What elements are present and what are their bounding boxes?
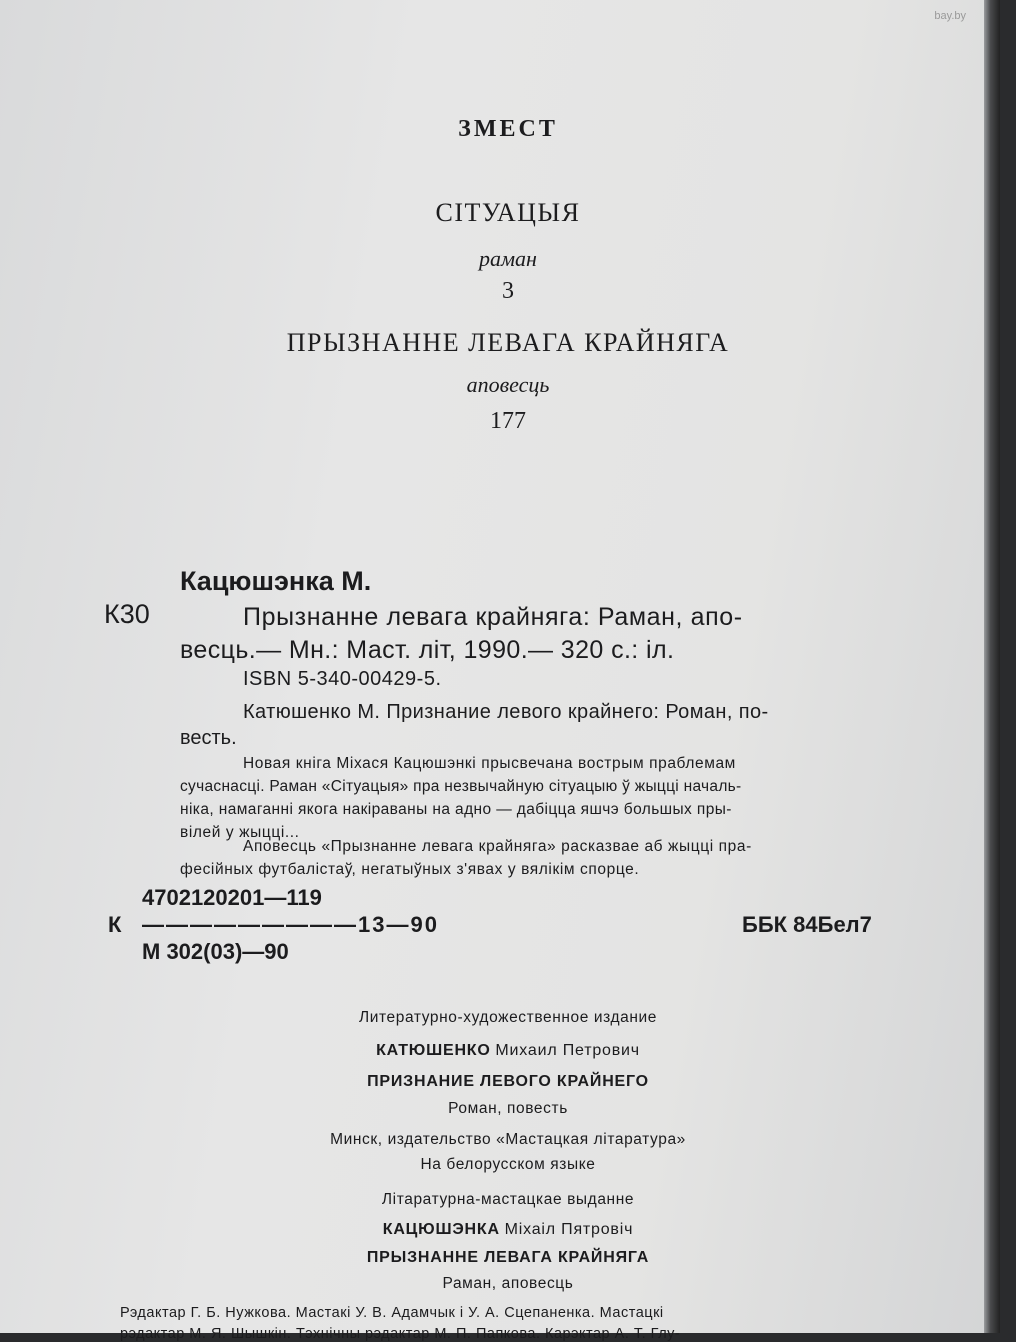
index-number: М 302(03)—90	[142, 939, 289, 964]
catalog-russian-title: Катюшенко М. Признание левого крайнего: Роман, по-	[243, 701, 769, 723]
imprint-author-name: Міхаіл Пятровіч	[504, 1221, 634, 1238]
catalog-author: Кацюшэнка М.	[180, 566, 372, 596]
contents-heading: ЗМЕСТ	[458, 116, 558, 142]
catalog-description: Прызнанне левага крайняга: Раман, апо-	[243, 603, 743, 631]
imprint-type: Литературно-художественное издание	[358, 1009, 658, 1026]
annotation-line: фесійных футбалістаў, негатыўных з'явах у вялікім спорце.	[180, 861, 640, 878]
credits-line: Рэдактар Г. Б. Нужкова. Мастакі У. В. Адамчык і У. А. Сцепаненка. Мастацкі	[120, 1305, 664, 1321]
catalog-isbn: ISBN 5-340-00429-5.	[243, 668, 442, 690]
contents-item-title: СІТУАЦЫЯ	[435, 198, 581, 227]
imprint-title: ПРЫЗНАННЕ ЛЕВАГА КРАЙНЯГА	[366, 1249, 650, 1266]
contents-item-title: ПРЫЗНАННЕ ЛЕВАГА КРАЙНЯГА	[286, 328, 730, 357]
contents-item-genre: аповесць	[466, 372, 550, 397]
catalog-russian-title: весть.	[180, 727, 237, 749]
catalog-code: К30	[104, 599, 150, 629]
imprint-publisher: Минск, издательство «Мастацкая літаратура»	[330, 1131, 686, 1148]
imprint-author	[0, 1042, 1016, 1060]
bbk-code: ББК 84Бел7	[742, 912, 872, 937]
catalog-description: весць.— Мн.: Маст. літ, 1990.— 320 с.: іл.	[180, 636, 675, 664]
contents-item-genre: раман	[479, 246, 537, 271]
annotation-line: Новая кніга Міхася Кацюшэнкі прысвечана вострым праблемам	[243, 755, 736, 772]
imprint-author	[0, 1221, 1016, 1239]
annotation-line: вілей у жыцці...	[180, 824, 300, 841]
annotation-line: сучаснасці. Раман «Сітуацыя» пра незвычайную сітуацыю ў жыцці началь-	[180, 778, 742, 795]
annotation-line: Аповесць «Прызнанне левага крайняга» расказвае аб жыцці пра-	[243, 838, 752, 855]
index-number: 4702120201—119	[142, 885, 322, 910]
contents-item-page: 177	[490, 408, 526, 434]
imprint-title: ПРИЗНАНИЕ ЛЕВОГО КРАЙНЕГО	[367, 1073, 649, 1090]
credits-line: рэдактар М. Я. Шышкін. Тэхнічны рэдактар М. П. Папкова. Карэктар А. Т. Глу-	[120, 1326, 681, 1342]
contents-item-page: 3	[502, 278, 514, 304]
annotation-line: ніка, намаганні якога накіраваны на адно — дабіцца яшчэ большых пры-	[180, 801, 732, 818]
index-dashes: —————————13—90	[142, 912, 439, 937]
imprint-language: На белорусском языке	[420, 1156, 596, 1173]
imprint-author-name: Михаил Петрович	[495, 1042, 640, 1059]
imprint-author-surname: КАТЮШЕНКО	[376, 1042, 491, 1059]
index-letter: К	[108, 912, 122, 937]
page-edge-shadow	[984, 0, 1000, 1333]
imprint-genre: Раман, аповесць	[442, 1275, 574, 1292]
watermark: bay.by	[934, 10, 966, 22]
imprint-author-surname: КАЦЮШЭНКА	[382, 1221, 500, 1238]
imprint-genre: Роман, повесть	[448, 1100, 568, 1117]
imprint-type: Літаратурна-мастацкае выданне	[381, 1191, 635, 1208]
